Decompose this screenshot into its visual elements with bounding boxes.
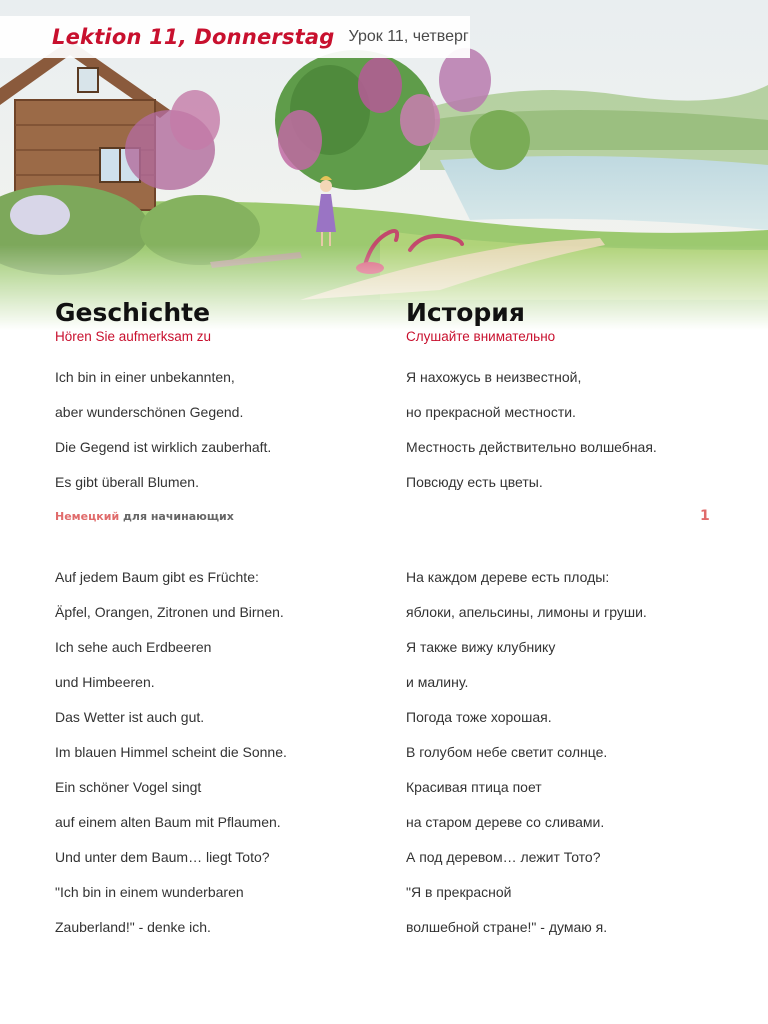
german-heading-block [55,298,385,344]
lesson-title-bar [0,16,470,58]
german-line: Im blauen Himmel scheint die Sonne. [55,744,287,760]
russian-line: волшебной стране!" - думаю я. [406,919,608,935]
russian-line: Местность действительно волшебная. [406,439,657,455]
russian-subheading: Слушайте внимательно [406,329,556,344]
lesson-title-german: Lektion 11, Donnerstag [52,25,335,49]
page-number: 1 [700,508,710,524]
german-line: Äpfel, Orangen, Zitronen und Birnen. [55,604,284,620]
russian-line: "Я в прекрасной [406,884,512,900]
russian-line: но прекрасной местности. [406,404,576,420]
russian-line: Я нахожусь в неизвестной, [406,369,582,385]
german-subheading: Hören Sie aufmerksam zu [55,329,212,344]
brand-footer [55,510,234,523]
russian-line: и малину. [406,674,469,690]
german-line: und Himbeeren. [55,674,155,690]
russian-line: Повсюду есть цветы. [406,474,543,490]
russian-line: Красивая птица поет [406,779,542,795]
german-heading: Geschichte [55,298,211,327]
lesson-title-russian: Урок 11, четверг [348,28,469,45]
russian-line: на старом дереве со сливами. [406,814,605,830]
russian-heading-block [406,298,726,344]
german-line: Ich bin in einer unbekannten, [55,369,235,385]
german-line: Es gibt überall Blumen. [55,474,199,490]
german-line: Das Wetter ist auch gut. [55,709,205,725]
russian-line: Я также вижу клубнику [406,639,556,655]
german-line: auf einem alten Baum mit Pflaumen. [55,814,281,830]
russian-line: На каждом дереве есть плоды: [406,569,610,585]
brand-footer-accent: Немецкий [55,510,120,523]
german-line: Ein schöner Vogel singt [55,779,202,795]
german-line: Die Gegend ist wirklich zauberhaft. [55,439,272,455]
brand-footer-rest: для начинающих [123,510,234,523]
russian-line: яблоки, апельсины, лимоны и груши. [406,604,647,620]
german-line: "Ich bin in einem wunderbaren [55,884,244,900]
german-line: Auf jedem Baum gibt es Früchte: [55,569,259,585]
russian-line: В голубом небе светит солнце. [406,744,608,760]
german-line: aber wunderschönen Gegend. [55,404,244,420]
german-line: Zauberland!" - denke ich. [55,919,211,935]
russian-line: Погода тоже хорошая. [406,709,552,725]
german-line: Ich sehe auch Erdbeeren [55,639,212,655]
russian-line: А под деревом… лежит Тото? [406,849,601,865]
russian-heading: История [406,298,525,327]
german-line: Und unter dem Baum… liegt Toto? [55,849,270,865]
